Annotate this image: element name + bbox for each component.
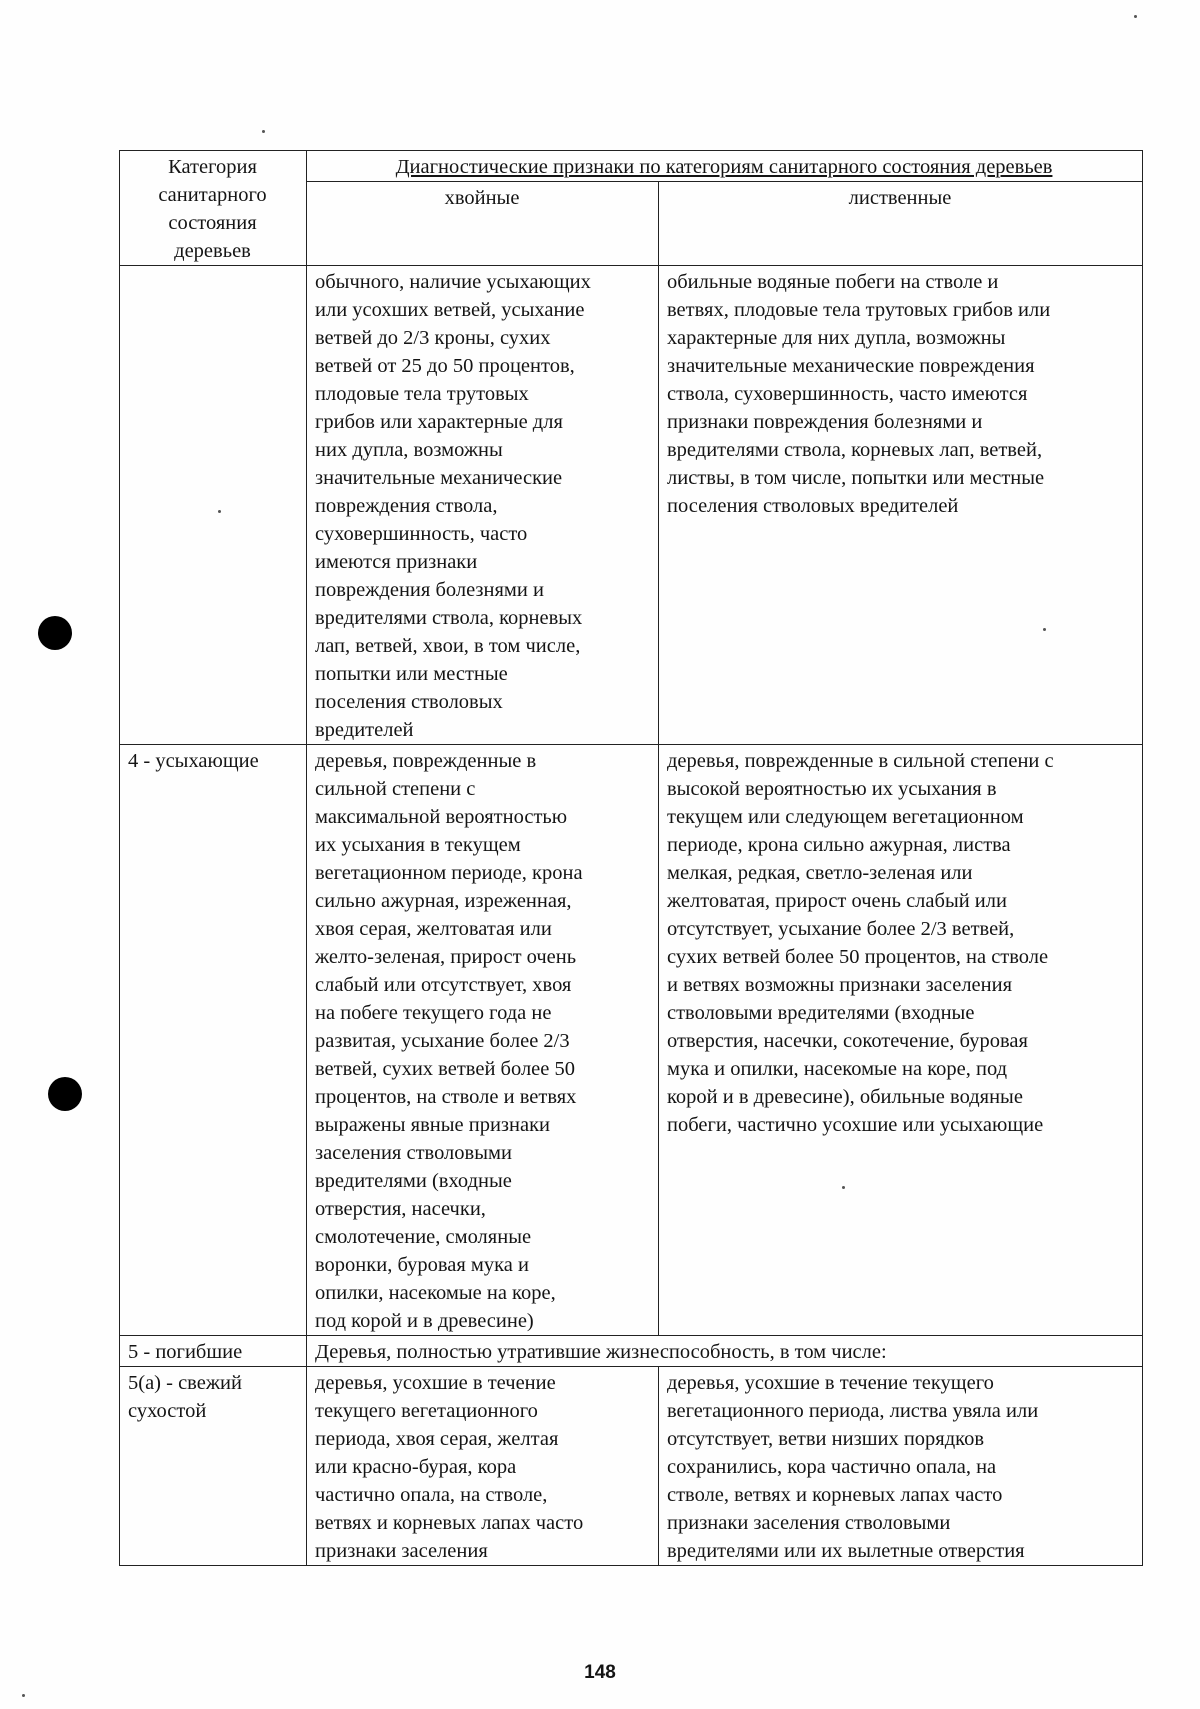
page-number: 148: [584, 1662, 616, 1683]
conifer-cell: деревья, усохшие в течение текущего вегетационного периода, хвоя серая, желтая или красно-бурая, кора частично опала, на стволе, ветвях и корневых лапах часто признаки заселения: [307, 1367, 659, 1566]
conifer-column-header: хвойные: [307, 182, 659, 266]
conifer-cell: деревья, поврежденные в сильной степени с максимальной вероятностью их усыхания в текущем вегетационном периоде, крона сильно ажурная, изреженная, хвоя серая, желтоватая или желто-зеленая, прирост очень слабый или отсутствует, хвоя на побеге текущего года не развитая, усыхание более 2/3 ветвей, сухих ветвей более 50 процентов, на стволе и ветвях выражены явные признаки заселения стволовыми вредителями (входные отверстия, насечки, смолотечение, смоляные воронки, буровая мука и опилки, насекомые на коре, под корой и в древесине): [307, 745, 659, 1336]
diagnostic-title-text: Диагностические признаки по категориям санитарного состояния деревьев: [395, 156, 1053, 178]
scan-speck: [22, 1694, 25, 1697]
category-column-header: Категория санитарного состояния деревьев: [120, 151, 307, 266]
deciduous-column-header: лиственные: [659, 182, 1143, 266]
category-cell: 5(а) - свежий сухостой: [120, 1367, 307, 1566]
binder-hole-bottom: [48, 1077, 82, 1111]
conifer-cell: обычного, наличие усыхающих или усохших ветвей, усыхание ветвей до 2/3 кроны, сухих ветвей от 25 до 50 процентов, плодовые тела трутовых грибов или характерные для них дупла, возможны значительные механические повреждения ствола, суховершинность, часто имеются признаки повреждения болезнями и вредителями ствола, корневых лап, ветвей, хвои, в том числе, попытки или местные поселения стволовых вредителей: [307, 266, 659, 745]
category-cell: 4 - усыхающие: [120, 745, 307, 1336]
table-row: [120, 1367, 1143, 1566]
deciduous-cell: деревья, усохшие в течение текущего вегетационного периода, листва увяла или отсутствует, ветви низших порядков сохранились, кора частично опала, на стволе, ветвях и корневых лапах часто признаки заселения стволовыми вредителями или их вылетные отверстия: [659, 1367, 1143, 1566]
sanitary-state-table: [119, 150, 1143, 1566]
table-row: [120, 745, 1143, 1336]
diagnostic-title-header: [307, 151, 1143, 182]
merged-description-cell: Деревья, полностью утратившие жизнеспособность, в том числе:: [307, 1336, 1143, 1367]
table-row: [120, 1336, 1143, 1367]
binder-hole-top: [38, 616, 72, 650]
table-row: [120, 266, 1143, 745]
scan-speck: [262, 130, 265, 133]
category-cell: [120, 266, 307, 745]
category-cell: 5 - погибшие: [120, 1336, 307, 1367]
deciduous-cell: деревья, поврежденные в сильной степени с высокой вероятностью их усыхания в текущем или следующем вегетационном периоде, крона сильно ажурная, листва мелкая, редкая, светло-зеленая или желтоватая, прирост очень слабый или отсутствует, усыхание более 2/3 ветвей, сухих ветвей более 50 процентов, на стволе и ветвях возможны признаки заселения стволовыми вредителями (входные отверстия, насечки, сокотечение, буровая мука и опилки, насекомые на коре, под корой и в древесине), обильные водяные побеги, частично усохшие или усыхающие: [659, 745, 1143, 1336]
scan-speck: [1134, 15, 1137, 18]
deciduous-cell: обильные водяные побеги на стволе и ветвях, плодовые тела трутовых грибов или характерные для них дупла, возможны значительные механические повреждения ствола, суховершинность, часто имеются признаки повреждения болезнями и вредителями ствола, корневых лап, ветвей, листвы, в том числе, попытки или местные поселения стволовых вредителей: [659, 266, 1143, 745]
header-row: [120, 151, 1143, 182]
